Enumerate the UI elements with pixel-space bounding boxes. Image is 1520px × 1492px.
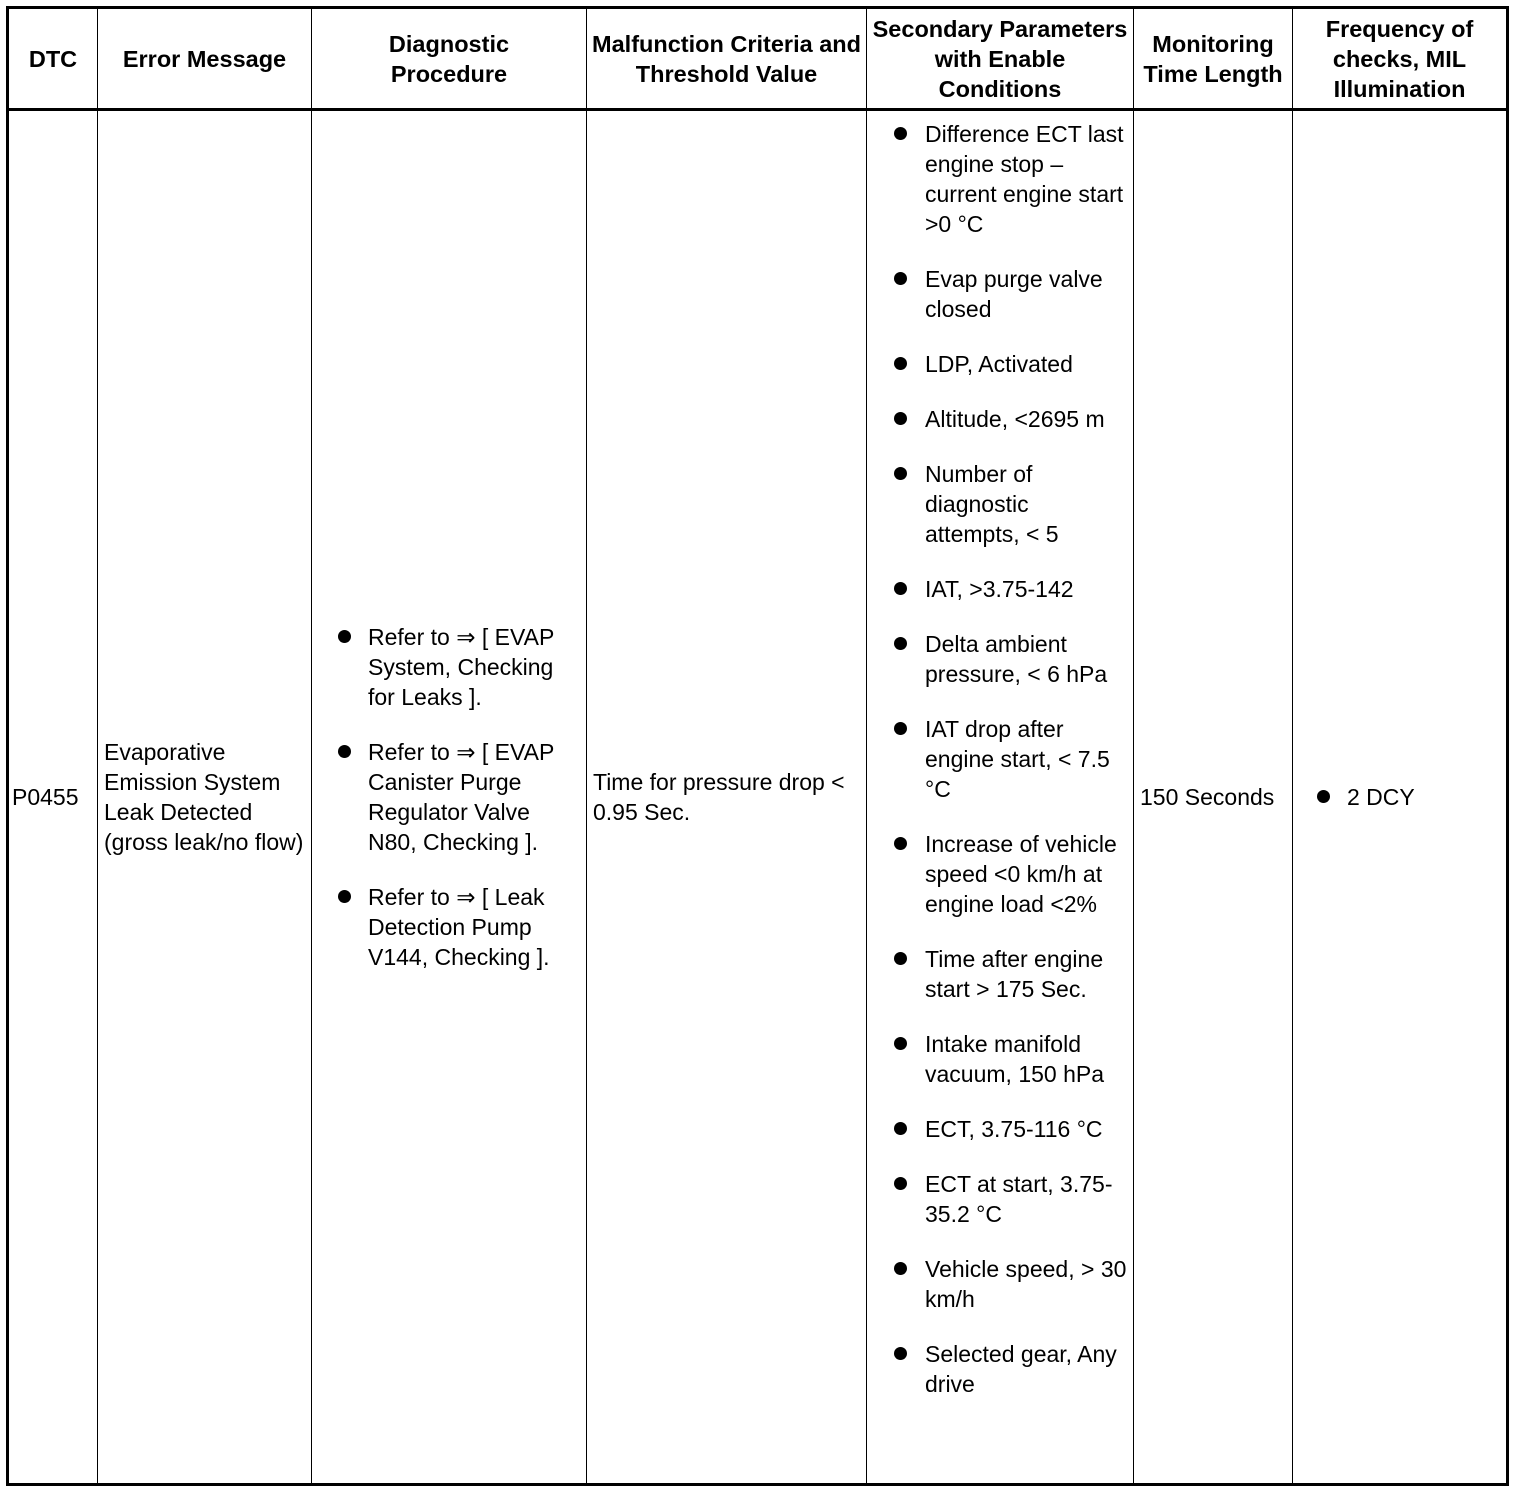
procedure-item: Refer to ⇒ [ EVAP System, Checking for Leaks ]. <box>316 622 578 712</box>
procedure-list <box>316 622 578 972</box>
parameter-item: Increase of vehicle speed <0 km/h at engine load <2% <box>871 829 1129 919</box>
procedure-item: Refer to ⇒ [ Leak Detection Pump V144, Checking ]. <box>316 882 578 972</box>
parameter-item: Intake manifold vacuum, 150 hPa <box>871 1029 1129 1089</box>
parameter-item: Delta ambient pressure, < 6 hPa <box>871 629 1129 689</box>
parameter-item: Evap purge valve closed <box>871 264 1129 324</box>
header-error-message: Error Message <box>98 8 312 110</box>
frequency-list <box>1297 782 1502 812</box>
parameter-item: Altitude, <2695 m <box>871 404 1129 434</box>
table-row <box>8 110 1508 1485</box>
header-diagnostic-procedure: Diagnostic Procedure <box>312 8 587 110</box>
header-dtc: DTC <box>8 8 98 110</box>
frequency <box>1293 110 1508 1485</box>
diagnostic-procedure <box>312 110 587 1485</box>
error-message: Evaporative Emission System Leak Detected (gross leak/no flow) <box>98 110 312 1485</box>
procedure-item: Refer to ⇒ [ EVAP Canister Purge Regulator Valve N80, Checking ]. <box>316 737 578 857</box>
parameter-item: Time after engine start > 175 Sec. <box>871 944 1129 1004</box>
header-row <box>8 8 1508 110</box>
header-monitoring-time: Monitoring Time Length <box>1134 8 1293 110</box>
parameter-item: ECT, 3.75-116 °C <box>871 1114 1129 1144</box>
parameter-item: Number of diagnostic attempts, < 5 <box>871 459 1129 549</box>
monitoring-time: 150 Seconds <box>1134 110 1293 1485</box>
parameter-item: IAT, >3.75-142 <box>871 574 1129 604</box>
parameter-item: Selected gear, Any drive <box>871 1339 1129 1399</box>
secondary-parameters <box>867 110 1134 1485</box>
header-secondary-parameters: Secondary Parameters with Enable Conditions <box>867 8 1134 110</box>
parameter-item: ECT at start, 3.75-35.2 °C <box>871 1169 1129 1229</box>
malfunction-criteria: Time for pressure drop < 0.95 Sec. <box>587 110 867 1485</box>
parameter-item: IAT drop after engine start, < 7.5 °C <box>871 714 1129 804</box>
frequency-item: 2 DCY <box>1297 782 1502 812</box>
parameters-list <box>871 119 1129 1399</box>
dtc-table <box>6 6 1509 1486</box>
header-frequency: Frequency of checks, MIL Illumination <box>1293 8 1508 110</box>
parameter-item: LDP, Activated <box>871 349 1129 379</box>
parameter-item: Vehicle speed, > 30 km/h <box>871 1254 1129 1314</box>
dtc-code: P0455 <box>8 110 98 1485</box>
parameter-item: Difference ECT last engine stop – current engine start >0 °C <box>871 119 1129 239</box>
header-malfunction-criteria: Malfunction Criteria and Threshold Value <box>587 8 867 110</box>
